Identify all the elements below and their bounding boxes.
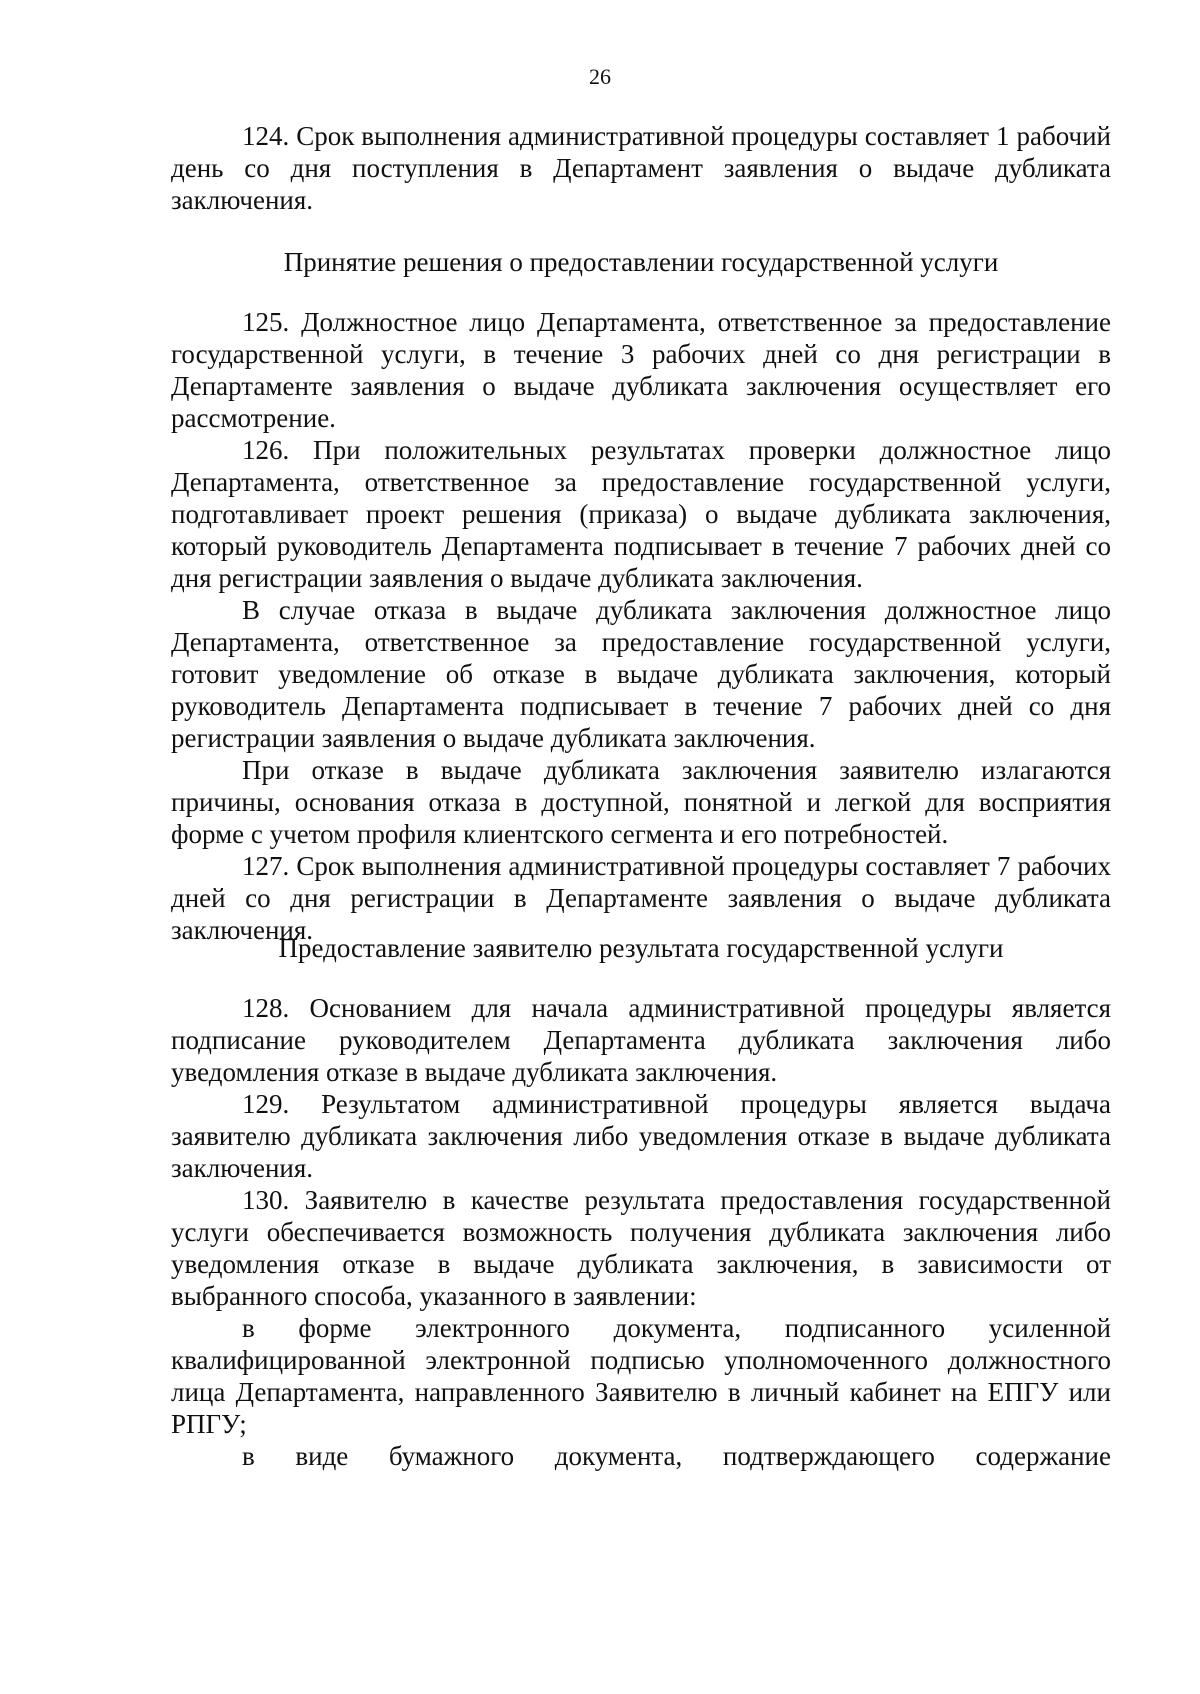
- section-result: [171, 992, 1111, 1472]
- paragraph-124: 124. Срок выполнения административной процедуры составляет 1 рабочий день со дня поступления в Департамент заявления о выдаче дубликата заключения.: [171, 121, 1111, 215]
- paragraph-126: 126. При положительных результатах проверки должностное лицо Департамента, ответственное за предоставление государственной услуги, подготавливает проект решения (приказа) о выдаче дубликата заключения, который руководитель Департамента подписывает в течение 7 рабочих дней со дня регистрации заявления о выдаче дубликата заключения.: [171, 435, 1111, 593]
- paragraph-125: 125. Должностное лицо Департамента, ответственное за предоставление государственной услуги, в течение 3 рабочих дней со дня регистрации в Департаменте заявления о выдаче дубликата заключения осуществляет его рассмотрение.: [171, 307, 1111, 433]
- paragraph-128: 128. Основанием для начала административной процедуры является подписание руководителем Департамента дубликата заключения либо уведомления отказе в выдаче дубликата заключения.: [171, 993, 1111, 1087]
- paragraph-130: 130. Заявителю в качестве результата предоставления государственной услуги обеспечивается возможность получения дубликата заключения либо уведомления отказе в выдаче дубликата заключения, в зависимости от выбранного способа, указанного в заявлении:: [171, 1185, 1111, 1311]
- section-decision: [171, 306, 1111, 946]
- paragraph-electronic-form: в форме электронного документа, подписанного усиленной квалифицированной электронной подписью уполномоченного должностного лица Департамента, направленного Заявителю в личный кабинет на ЕПГУ или РПГУ;: [171, 1313, 1111, 1439]
- paragraph-paper-form: в виде бумажного документа, подтверждающего содержание: [242, 1441, 1111, 1471]
- paragraph-refusal-reasons: При отказе в выдаче дубликата заключения заявителю излагаются причины, основания отказа в доступной, понятной и легкой для восприятия форме с учетом профиля клиентского сегмента и его потребностей.: [171, 755, 1111, 849]
- section-heading-decision: Принятие решения о предоставлении государственной услуги: [283, 247, 999, 277]
- section-heading-result: Предоставление заявителю результата государственной услуги: [278, 933, 1004, 963]
- page-number: 26: [589, 64, 611, 89]
- paragraph-129: 129. Результатом административной процедуры является выдача заявителю дубликата заключения либо уведомления отказе в выдаче дубликата заключения.: [171, 1089, 1111, 1183]
- paragraph-refusal: В случае отказа в выдаче дубликата заключения должностное лицо Департамента, ответственное за предоставление государственной услуги, готовит уведомление об отказе в выдаче дубликата заключения, который руководитель Департамента подписывает в течение 7 рабочих дней со дня регистрации заявления о выдаче дубликата заключения.: [171, 595, 1111, 753]
- section-intro: [171, 120, 1111, 216]
- paragraph-127: 127. Срок выполнения административной процедуры составляет 7 рабочих дней со дня регистрации в Департаменте заявления о выдаче дубликата заключения.: [171, 851, 1111, 945]
